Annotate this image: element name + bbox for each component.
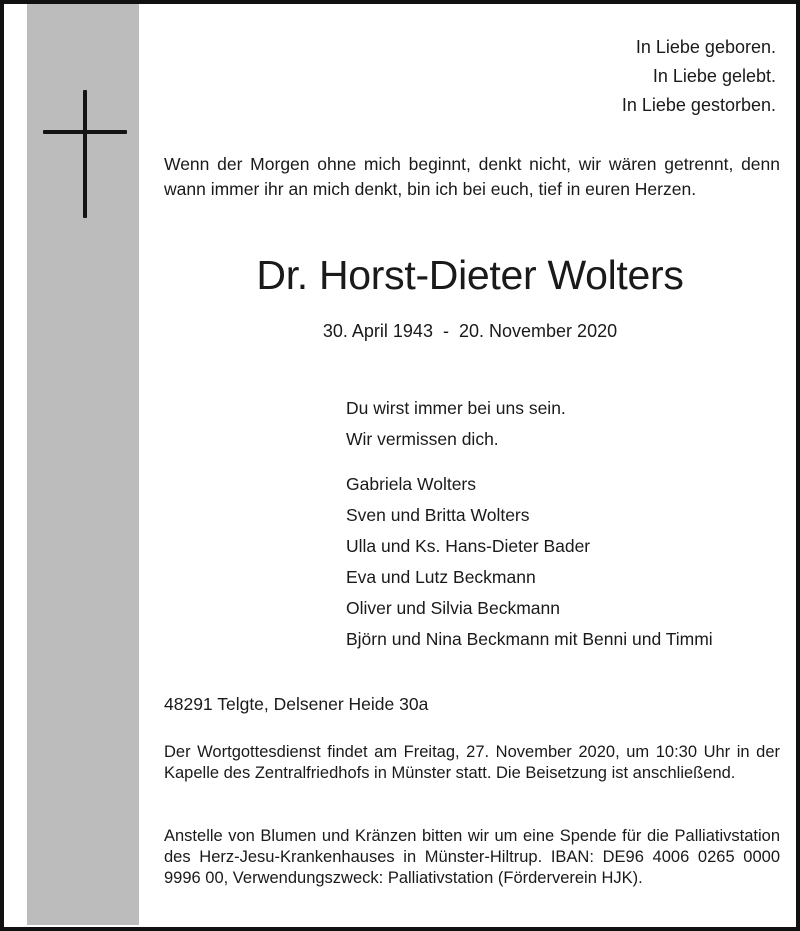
farewell-line: Du wirst immer bei uns sein. — [346, 398, 566, 418]
address: 48291 Telgte, Delsener Heide 30a — [164, 694, 429, 714]
sidebar-stripe — [27, 4, 139, 925]
life-dates — [144, 321, 796, 342]
donation-info: Anstelle von Blumen und Kränzen bitten wir um eine Spende für die Palliativstation des Herz-Jesu-Krankenhauses in Münster-Hiltrup. IBAN: DE96 4006 0265 0000 9996 00, Verwendungszweck: Palliativstation (Förderverein HJK). — [164, 827, 780, 887]
poem-line: In Liebe geboren. — [635, 37, 776, 57]
intro-verse: Wenn der Morgen ohne mich beginnt, denkt nicht, wir wären getrennt, denn wann immer ihr an mich denkt, bin ich bei euch, tief in euren Herzen. — [164, 154, 780, 199]
poem-line: In Liebe gestorben. — [621, 95, 776, 115]
poem-line: In Liebe gelebt. — [652, 66, 776, 86]
family-member: Gabriela Wolters — [346, 474, 477, 494]
poem — [622, 33, 776, 120]
service-info: Der Wortgottesdienst findet am Freitag, 27. November 2020, um 10:30 Uhr in der Kapelle des Zentralfriedhofs in Münster statt. Die Beisetzung ist anschließend. — [164, 743, 780, 782]
family-member: Oliver und Silvia Beckmann — [346, 598, 560, 618]
family-member: Eva und Lutz Beckmann — [346, 567, 536, 587]
family-member: Ulla und Ks. Hans-Dieter Bader — [346, 536, 591, 556]
family-member: Björn und Nina Beckmann mit Benni und Timmi — [346, 629, 713, 649]
farewell-lines — [346, 393, 566, 455]
family-member: Sven und Britta Wolters — [346, 505, 530, 525]
birth-date: 30. April 1943 — [322, 321, 433, 341]
cross-vertical-bar — [83, 90, 87, 218]
farewell-line: Wir vermissen dich. — [346, 429, 499, 449]
deceased-name: Dr. Horst-Dieter Wolters — [256, 252, 684, 298]
date-separator: - — [442, 321, 449, 341]
cross-horizontal-bar — [43, 130, 127, 134]
family-list — [346, 469, 713, 655]
death-date: 20. November 2020 — [459, 321, 618, 341]
